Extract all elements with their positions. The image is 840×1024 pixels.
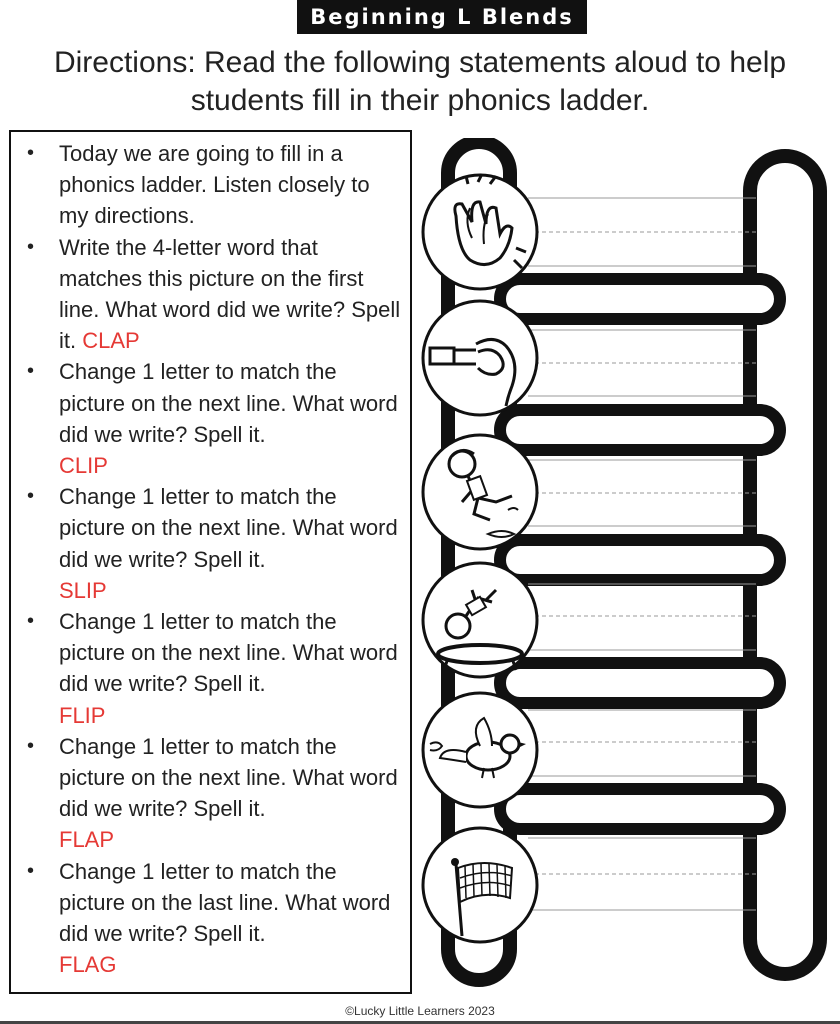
ladder-rung <box>500 279 780 319</box>
ladder-rung <box>500 663 780 703</box>
bullet-icon: • <box>27 859 35 882</box>
answer-word: SLIP <box>59 577 107 603</box>
directions-text: Directions: Read the following statements aloud to help students fill in their phonics ladder. <box>53 46 787 117</box>
answer-word: CLAP <box>82 328 140 354</box>
flipping-boy-icon <box>423 563 537 677</box>
paper-clip-icon <box>423 301 537 415</box>
bullet-icon: • <box>27 235 35 258</box>
instruction-item: • Change 1 letter to match the picture on the next line. What word did we write? Spell it. FLIP <box>19 606 402 731</box>
instruction-item: • Change 1 letter to match the picture on the next line. What word did we write? Spell it. FLAP <box>19 731 402 856</box>
answer-word: FLAP <box>59 827 115 853</box>
instruction-item: • Today we are going to fill in a phonics ladder. Listen closely to my directions. <box>19 138 402 232</box>
answer-word: CLIP <box>59 453 108 479</box>
instructions-box <box>9 130 412 994</box>
checkered-flag-icon <box>423 828 537 942</box>
bullet-icon: • <box>27 360 35 383</box>
instruction-item: • Change 1 letter to match the picture on the next line. What word did we write? Spell it. SLIP <box>19 481 402 606</box>
flapping-bird-icon <box>423 693 537 807</box>
bullet-icon: • <box>27 142 35 164</box>
slipping-boy-icon <box>423 435 537 549</box>
instruction-item: • Change 1 letter to match the picture on the last line. What word did we write? Spell it. FLAG <box>19 856 402 981</box>
ladder-rung <box>500 540 780 580</box>
ladder-rungs <box>500 279 780 829</box>
clapping-hands-icon <box>423 174 537 289</box>
ladder-rung <box>500 789 780 829</box>
answer-word: FLAG <box>59 952 117 978</box>
phonics-ladder <box>418 138 838 988</box>
bullet-icon: • <box>27 610 35 633</box>
bullet-icon: • <box>27 734 35 757</box>
worksheet-title: Beginning L Blends <box>297 0 587 34</box>
ladder-rung <box>500 410 780 450</box>
instruction-item: • Write the 4-letter word that matches this picture on the first line. What word did we write? Spell it. CLAP <box>19 232 402 357</box>
copyright-footer: ©Lucky Little Learners 2023 <box>345 1004 495 1018</box>
instruction-list <box>19 138 402 980</box>
answer-word: FLIP <box>59 702 106 728</box>
bullet-icon: • <box>27 485 35 508</box>
instruction-item: • Change 1 letter to match the picture on the next line. What word did we write? Spell it. CLIP <box>19 356 402 481</box>
